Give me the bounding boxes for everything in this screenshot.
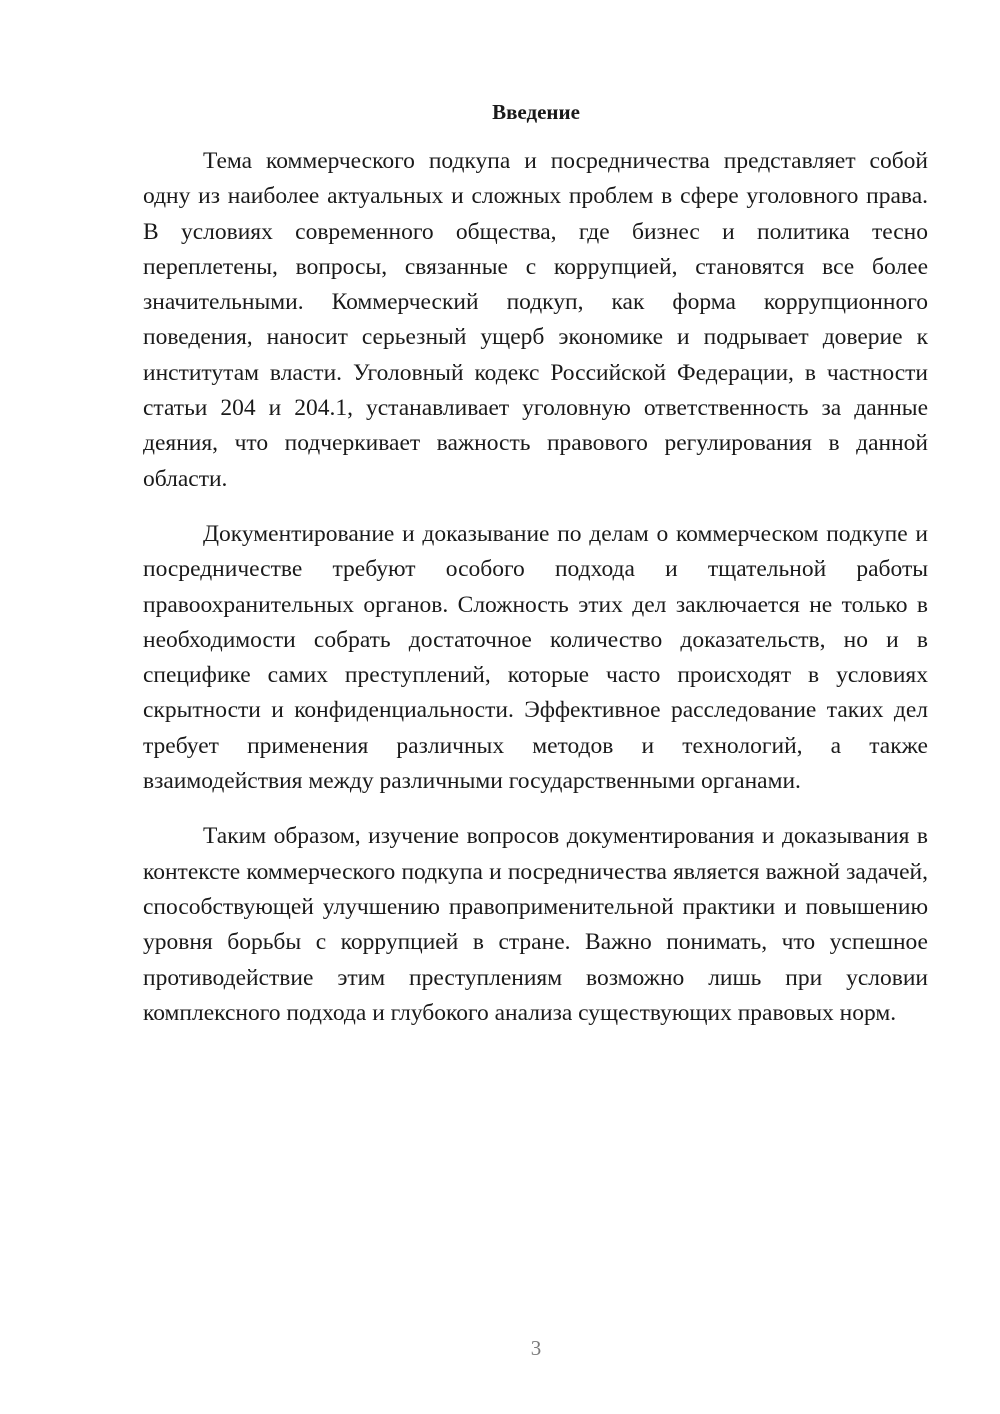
paragraph-2: Документирование и доказывание по делам о коммерческом подкупе и посредничестве требуют особого подхода и тщательной работы правоохранительных органов. Сложность этих дел заключается не только в необходимости собрать достаточное количество доказательств, но и в специфике самих преступлений, которые часто происходят в условиях скрытности и конфиденциальности. Эффективное расследование таких дел требует применения различных методов и технологий, а также взаимодействия между различными государственными органами.	[143, 520, 928, 795]
paragraph-1: Тема коммерческого подкупа и посредничества представляет собой одну из наиболее актуальных и сложных проблем в сфере уголовного права. В условиях современного общества, где бизнес и политика тесно переплетены, вопросы, связанные с коррупцией, становятся все более значительными. Коммерческий подкуп, как форма коррупционного поведения, наносит серьезный ущерб экономике и подрывает доверие к институтам власти. Уголовный кодекс Российской Федерации, в частности статьи 204 и 204.1, устанавливает уголовную ответственность за данные деяния, что подчеркивает важность правового регулирования в данной области.	[143, 148, 928, 492]
document-body	[143, 144, 928, 1031]
paragraph-3: Таким образом, изучение вопросов документирования и доказывания в контексте коммерческого подкупа и посредничества является важной задачей, способствующей улучшению правоприменительной практики и повышению уровня борьбы с коррупцией в стране. Важно понимать, что успешное противодействие этим преступлениям возможно лишь при условии комплексного подхода и глубокого анализа существующих правовых норм.	[143, 823, 928, 1026]
page-title: Введение	[492, 100, 580, 124]
page-number: 3	[530, 1336, 542, 1360]
